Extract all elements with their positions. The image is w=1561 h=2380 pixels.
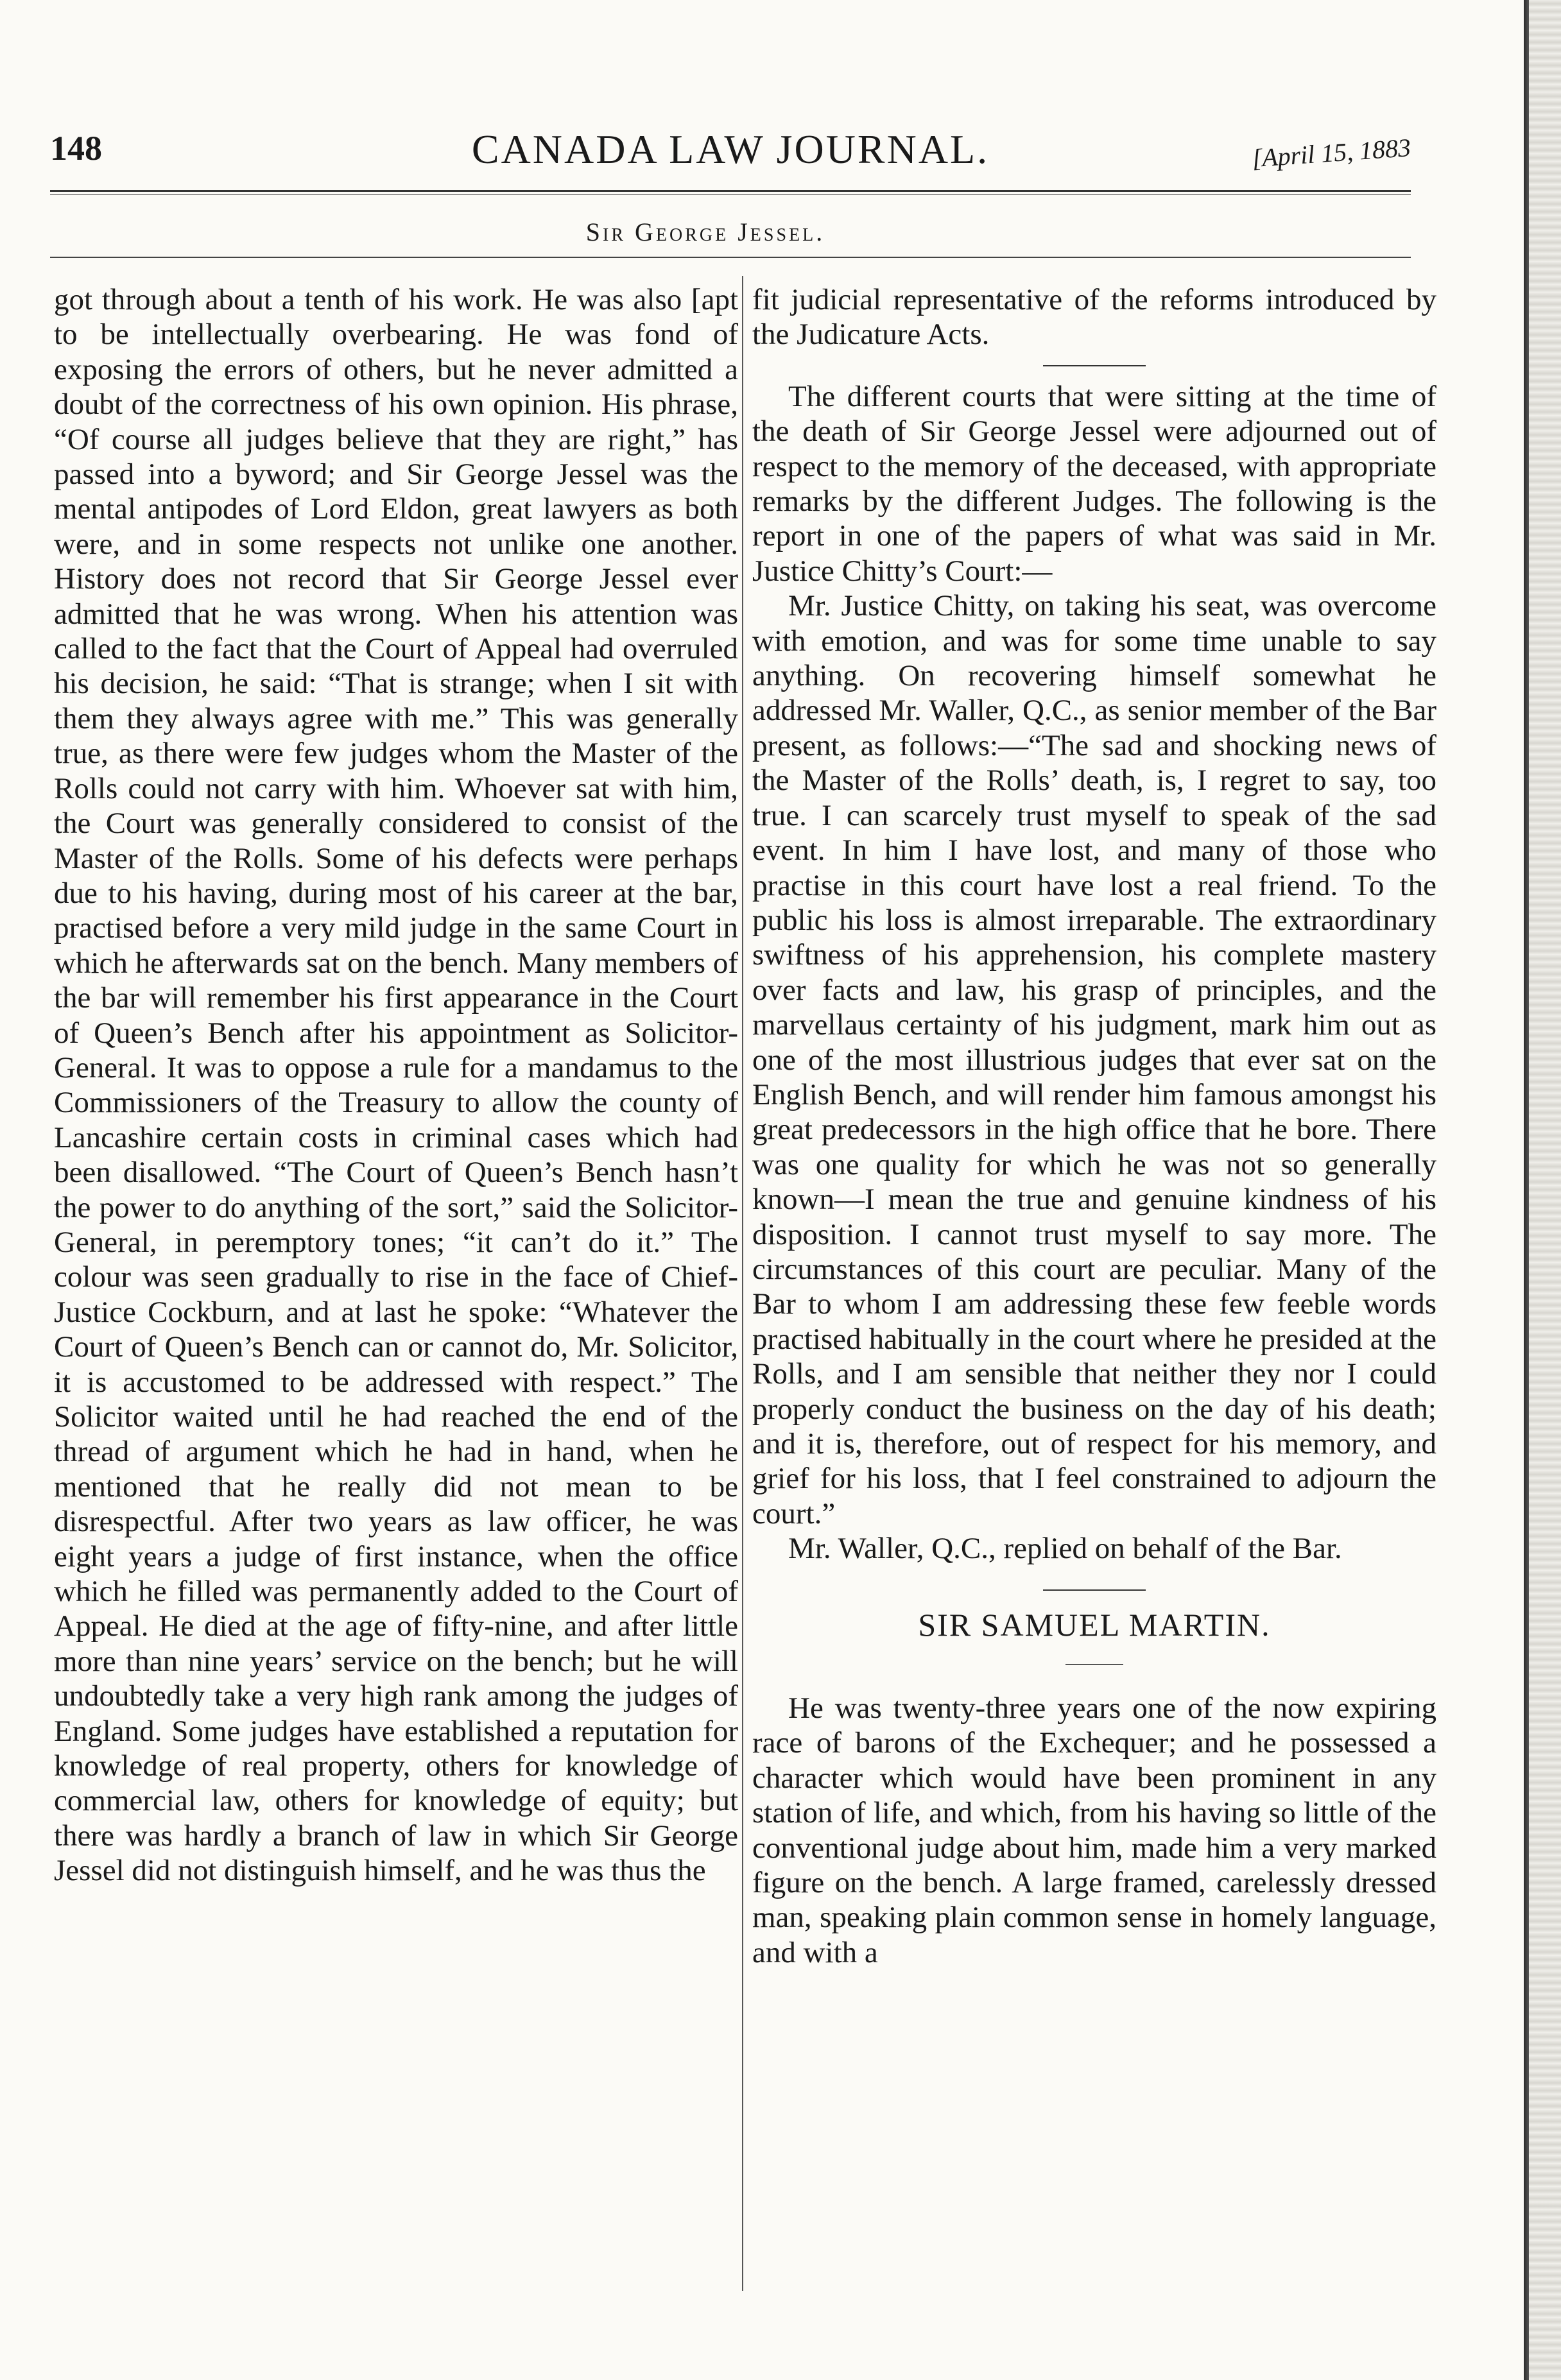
journal-title: CANADA LAW JOURNAL.: [471, 126, 990, 172]
left-column: [54, 282, 738, 1888]
article-separator-rule: [1043, 1589, 1146, 1591]
header-rule: [50, 190, 1411, 195]
section-rule: [50, 257, 1411, 258]
page-edge-shadow: [1529, 0, 1561, 2380]
page-number: 148: [50, 129, 102, 167]
column-divider: [742, 276, 743, 2291]
page-edge: [1524, 0, 1529, 2380]
right-paragraph-2: The different courts that were sitting at the time of the death of Sir George Jessel were adjourned out of respect to the memory of the deceased, with appropriate remarks by the different Judges. The following is the report in one of the papers of what was said in Mr. Justice Chitty’s Court:—: [752, 379, 1436, 588]
short-rule: [1043, 365, 1146, 366]
right-paragraph-1: fit judicial representative of the reforms introduced by the Judicature Acts.: [752, 283, 1436, 352]
heading-underline: [1065, 1664, 1123, 1665]
left-paragraph: got through about a tenth of his work. He was also [apt to be intellectually overbearing. He was fond of exposing the errors of others, but he never admitted a doubt of the correctness of his own opinion. His phrase, “Of course all judges believe that they are right,” has passed into a byword; and Sir George Jessel was the mental antipodes of Lord Eldon, great lawyers as both were, and in some respects not unlike one another. History does not record that Sir George Jessel ever admitted that he was wrong. When his attention was called to the fact that the Court of Appeal had overruled his decision, he said: “That is strange; when I sit with them they always agree with me.” This was generally true, as there were few judges whom the Master of the Rolls could not carry with him. Whoever sat with him, the Court was generally considered to consist of the Master of the Rolls. Some of his defects were perhaps due to his having, during most of his career at the bar, practised before a very mild judge in the same Court in which he afterwards sat on the bench. Many members of the bar will remember his first appearance in the Court of Queen’s Bench after his appointment as Solicitor-General. It was to oppose a rule for a mandamus to the Commissioners of the Treasury to allow the county of Lancashire certain costs in criminal cases which had been disallowed. “The Court of Queen’s Bench hasn’t the power to do anything of the sort,” said the Solicitor-General, in peremptory tones; “it can’t do it.” The colour was seen gradually to rise in the face of Chief-Justice Cockburn, and at last he spoke: “Whatever the Court of Queen’s Bench can or cannot do, Mr. Solicitor, it is accustomed to be addressed with respect.” The Solicitor waited until he had reached the end of the thread of argument which he had in hand, when he mentioned that he really did not mean to be disrespectful. After two years as law officer, he was eight years a judge of first instance, when the office which he filled was permanently added to the Court of Appeal. He died at the age of fifty-nine, and after little more than nine years’ service on the bench; but he will undoubtedly take a very high rank among the judges of England. Some judges have established a reputation for knowledge of real property, others for knowledge of commercial law, others for knowledge of equity; but there was hardly a branch of law in which Sir George Jessel did not distinguish himself, and he was thus the: [54, 283, 738, 1888]
running-header: [50, 123, 1411, 181]
section-title: Sir George Jessel.: [585, 218, 825, 246]
issue-date: [April 15, 1883: [1251, 133, 1412, 173]
right-column: [752, 282, 1436, 1970]
right-paragraph-4: Mr. Waller, Q.C., replied on behalf of the Bar.: [788, 1532, 1342, 1566]
right-paragraph-3: Mr. Justice Chitty, on taking his seat, was overcome with emotion, and was for some time unable to say anything. On recovering himself somewhat he addressed Mr. Waller, Q.C., as senior member of the Bar present, as follows:—“The sad and shocking news of the Master of the Rolls’ death, is, I regret to say, too true. I can scarcely trust myself to speak of the sad event. In him I have lost, and many of those who practise in this court have lost a real friend. To the public his loss is almost irreparable. The extraordinary swiftness of his apprehension, his complete mastery over facts and law, his grasp of principles, and the marvellaus certainty of his judgment, mark him out as one of the most illustrious judges that ever sat on the English Bench, and will render him famous amongst his great predecessors in the high office that he bore. There was one quality for which he was not so generally known—I mean the true and genuine kindness of his disposition. I cannot trust myself to say more. The circumstances of this court are peculiar. Many of the Bar to whom I am addressing these few feeble words practised habitually in the court where he presided at the Rolls, and I am sensible that neither they nor I could properly conduct the business on the day of his death; and it is, therefore, out of respect for his memory, and grief for his loss, that I feel constrained to adjourn the court.”: [752, 589, 1436, 1530]
right-paragraph-5: He was twenty-three years one of the now expiring race of barons of the Exchequer; and he possessed a character which would have been prominent in any station of life, and which, from his having so little of the conventional judge about him, made him a very marked figure on the bench. A large framed, carelessly dressed man, speaking plain common sense in homely language, and with a: [752, 1691, 1436, 1969]
article-heading: SIR SAMUEL MARTIN.: [918, 1606, 1271, 1643]
